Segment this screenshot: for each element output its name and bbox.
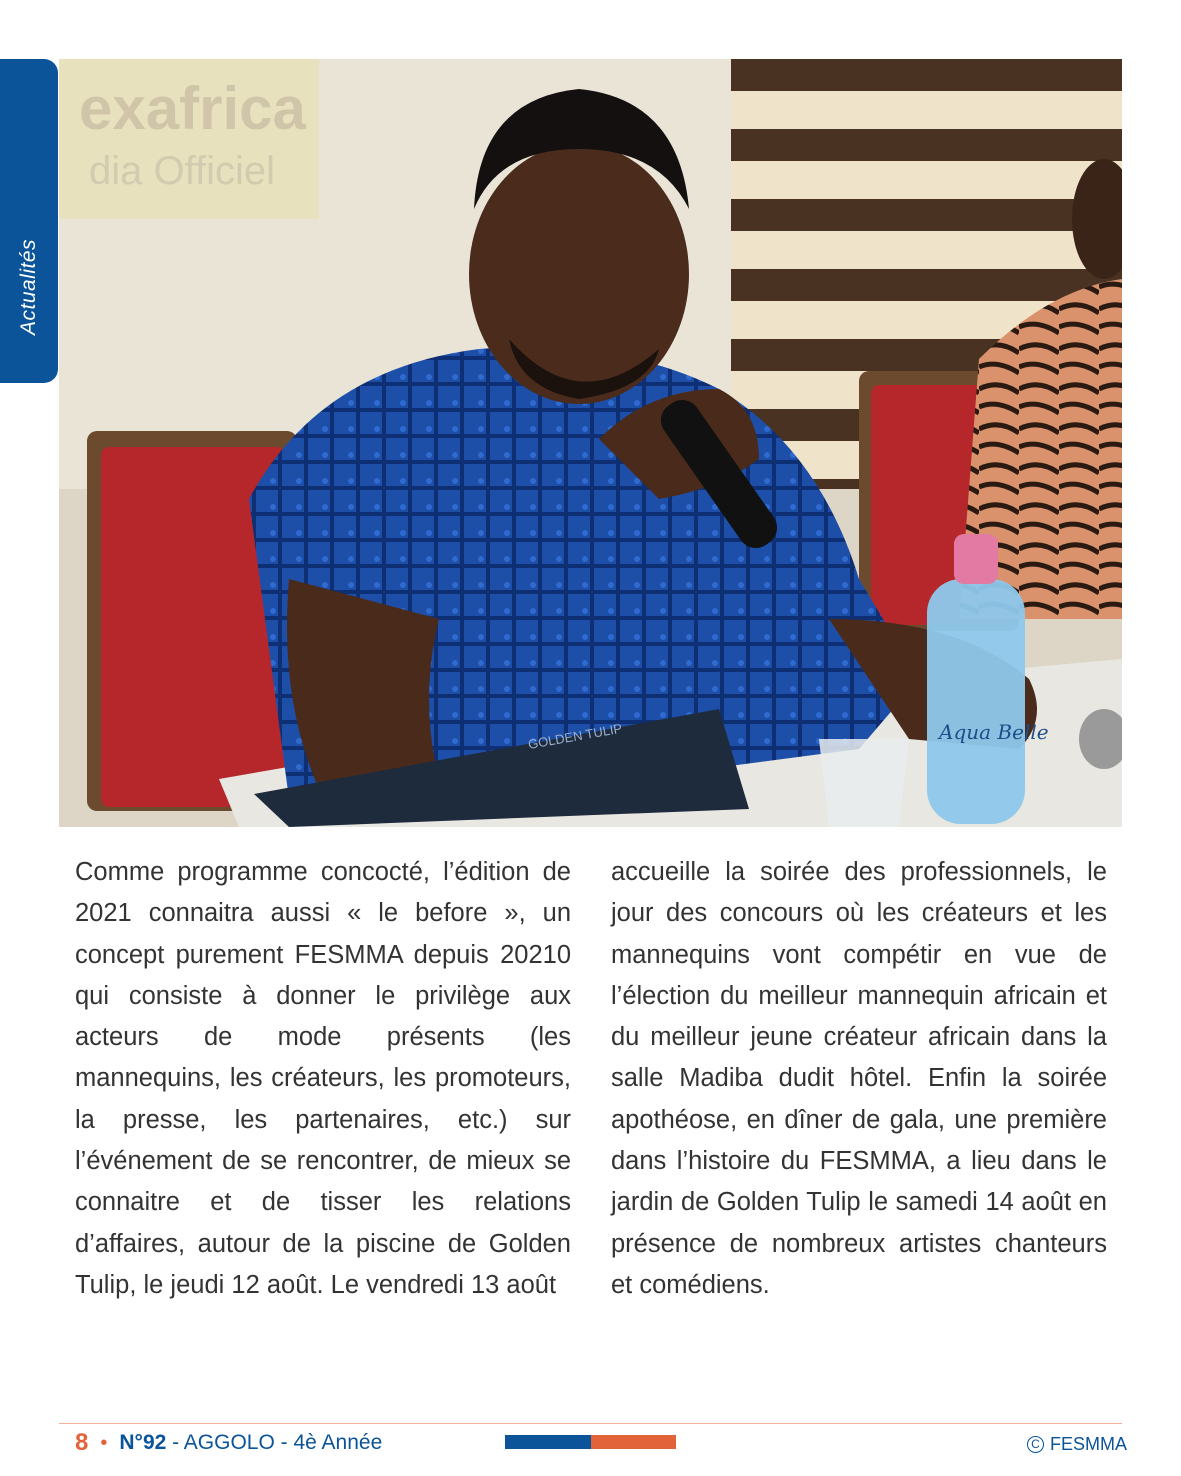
bottle-label: Aqua Belle: [939, 720, 1049, 744]
article-photo: [59, 59, 1122, 827]
section-tab-label: Actualités: [17, 238, 40, 336]
article-column-right: accueille la soirée des professionnels, le jour des concours où les créateurs et les mannequins vont compétir en vue de l’élection du meilleur mannequin africain et du meilleur jeune créateur africain dans la salle Madiba dudit hôtel. Enfin la soirée apothéose, en dîner de gala, une première dans l’histoire du FESMMA, a lieu dans le jardin de Golden Tulip le samedi 14 août en présence de nombreux artistes chanteurs et comédiens.: [611, 858, 1107, 1299]
page-number: 8: [75, 1429, 89, 1456]
footer-bar-orange: [591, 1435, 676, 1449]
footer-divider: [59, 1423, 1122, 1424]
issue-number: N°92: [119, 1431, 167, 1454]
footer-issue-info: [75, 1428, 382, 1458]
footer-brand: [1027, 1430, 1127, 1458]
section-tab: [0, 59, 58, 383]
screen-text-1: exafrica: [79, 75, 306, 142]
issue-details: - AGGOLO - 4è Année: [166, 1431, 383, 1454]
screen-text-2: dia Officiel: [89, 149, 276, 193]
bullet-icon: •: [100, 1431, 108, 1454]
copyright-icon: C: [1027, 1436, 1044, 1453]
article-column-left: Comme programme concocté, l’édition de 2021 connaitra aussi « le before », un concept purement FESMMA depuis 20210 qui consiste à donner le privilège aux acteurs de mode présents (les mannequins, les créateurs, les promoteurs, la presse, les partenaires, etc.) sur l’événement de se rencontrer, de mieux se connaitre et de tisser les relations d’affaires, autour de la piscine de Golden Tulip, le jeudi 12 août. Le vendredi 13 août: [75, 858, 571, 1299]
brand-name: FESMMA: [1049, 1433, 1127, 1454]
footer-color-bars: [505, 1435, 676, 1449]
folder-text: GOLDEN TULIP: [526, 720, 624, 752]
footer-bar-blue: [505, 1435, 591, 1449]
